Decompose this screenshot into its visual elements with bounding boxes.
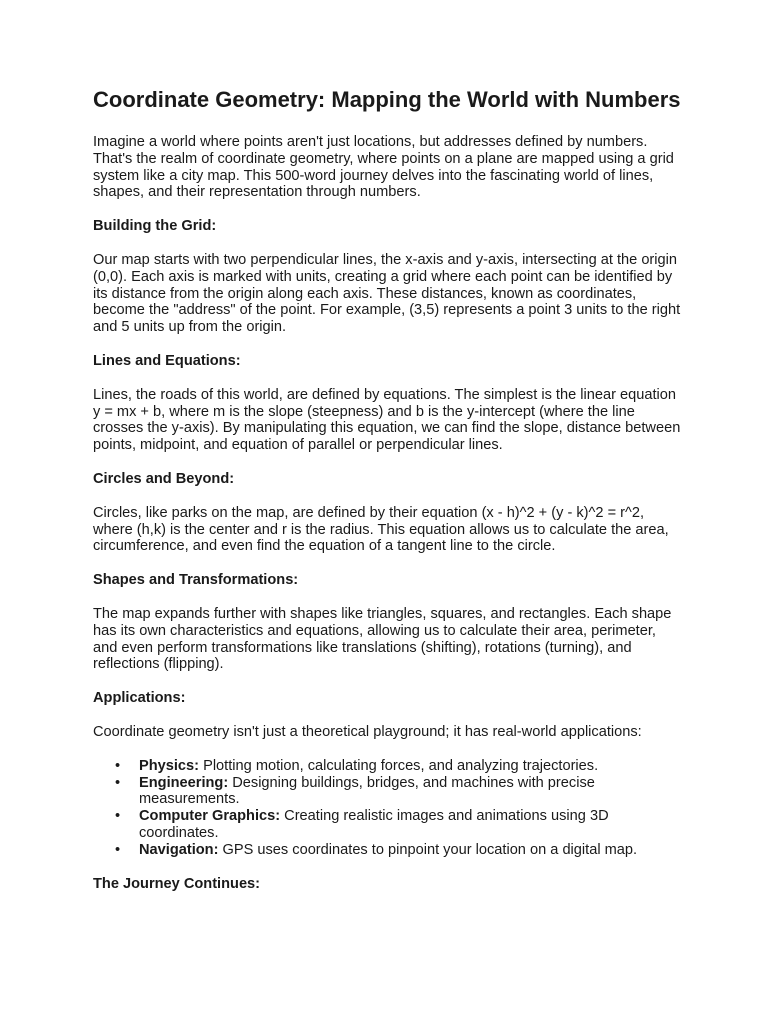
section-heading-lines-equations: Lines and Equations:	[93, 352, 241, 369]
list-item	[115, 774, 683, 809]
document-title: Coordinate Geometry: Mapping the World with Numbers	[93, 87, 681, 112]
list-item	[115, 841, 683, 859]
list-item-text: Designing buildings, bridges, and machines with precise measurements.	[139, 774, 595, 808]
bullet-icon: •	[115, 774, 121, 791]
section-heading-circles: Circles and Beyond:	[93, 470, 235, 487]
section-body-shapes: The map expands further with shapes like triangles, squares, and rectangles. Each shape has its own characteristics and equations, allowing us to calculate their area, perimeter, and even perform transformations like translations (shifting), rotations (turning), and reflections (flipping).	[93, 605, 672, 673]
bullet-icon: •	[115, 808, 121, 825]
section-body-applications: Coordinate geometry isn't just a theoretical playground; it has real-world applications:	[93, 723, 642, 740]
section-body-lines-equations: Lines, the roads of this world, are defined by equations. The simplest is the linear equation y = mx + b, where m is the slope (steepness) and b is the y-intercept (where the line crosses the y-axis). By manipulating this equation, we can find the slope, distance between points, midpoint, and equation of parallel or perpendicular lines.	[93, 386, 681, 454]
section-heading-applications: Applications:	[93, 690, 186, 707]
intro-paragraph: Imagine a world where points aren't just locations, but addresses defined by numbers. That's the realm of coordinate geometry, where points on a plane are mapped using a grid system like a city map. This 500-word journey delves into the fascinating world of lines, shapes, and their representation through numbers.	[93, 134, 674, 201]
section-body-circles: Circles, like parks on the map, are defined by their equation (x - h)^2 + (y - k)^2 = r^2, where (h,k) is the center and r is the radius. This equation allows us to calculate the area, circumference, and even find the equation of a tangent line to the circle.	[93, 504, 669, 555]
section-heading-shapes: Shapes and Transformations:	[93, 572, 299, 589]
section-heading-journey-continues: The Journey Continues:	[93, 875, 261, 892]
list-item-term: Physics:	[139, 757, 200, 774]
list-item	[115, 808, 683, 842]
list-item-term: Navigation:	[139, 841, 219, 858]
list-item-term: Engineering:	[139, 774, 229, 791]
document-page	[93, 86, 683, 909]
list-item-text: Plotting motion, calculating forces, and analyzing trajectories.	[199, 757, 599, 774]
bullet-icon: •	[115, 757, 121, 774]
applications-list	[93, 758, 683, 859]
section-heading-building-grid: Building the Grid:	[93, 218, 217, 235]
list-item-term: Computer Graphics:	[139, 808, 281, 825]
list-item-text: GPS uses coordinates to pinpoint your location on a digital map.	[218, 841, 638, 858]
section-body-building-grid: Our map starts with two perpendicular lines, the x-axis and y-axis, intersecting at the origin (0,0). Each axis is marked with units, creating a grid where each point can be identified by its distance from the origin along each axis. These distances, known as coordinates, become the "address" of the point. For example, (3,5) represents a point 3 units to the right and 5 units up from the origin.	[93, 251, 681, 336]
bullet-icon: •	[115, 841, 121, 858]
list-item	[115, 757, 683, 775]
list-item-text: Creating realistic images and animations using 3D coordinates.	[139, 808, 609, 841]
